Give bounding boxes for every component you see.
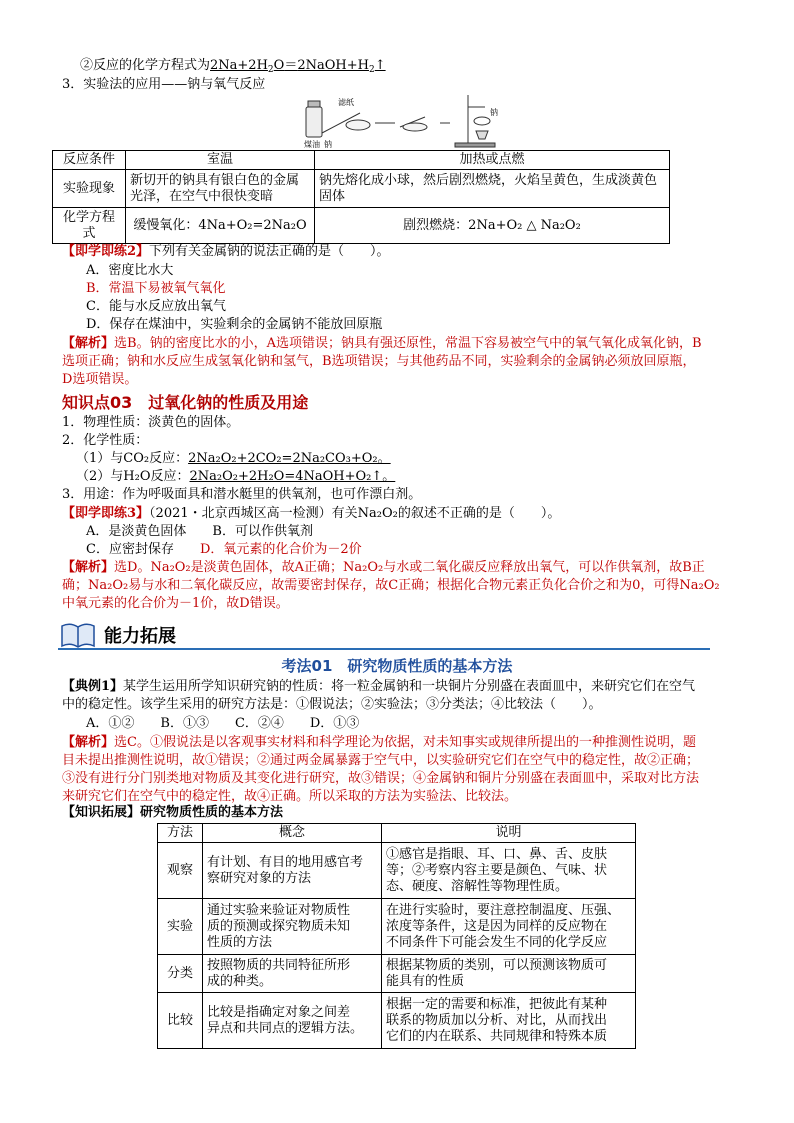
t2-header-concept: 概念 bbox=[203, 824, 382, 843]
practice2-answer-1: 【解析】选B。钠的密度比水的小，A选项错误；钠具有强还原性，常温下容易被空气中的氧气氧化成氧化钠，B bbox=[62, 336, 702, 351]
t2-header-method: 方法 bbox=[158, 824, 203, 843]
t1-header-condition: 反应条件 bbox=[53, 151, 126, 170]
equation-line: ②反应的化学方程式为$2Na+2H_2O=2NaOH+H_2↑$ bbox=[80, 58, 386, 75]
example1-answer-1: 【解析】选C。①假说法是以客观事实材料和科学理论为依据，对未知事实或规律所提出的一种推测性说明，题 bbox=[62, 735, 696, 750]
practice3-options-2: C．应密封保存 D．氧元素的化合价为－2价 bbox=[86, 542, 362, 557]
section-3-heading: 3．实验法的应用——钠与氧气反应 bbox=[62, 77, 266, 92]
practice3-options-1: A．是淡黄色固体 B．可以作供氧剂 bbox=[86, 524, 313, 539]
practice2-answer-3: D选项错误。 bbox=[62, 372, 138, 387]
fig-label-kerosene: 煤油 bbox=[304, 140, 320, 149]
example1-options: A．①② B．①③ C．②④ D．①③ bbox=[86, 716, 360, 731]
methods-table bbox=[157, 823, 636, 1049]
book-icon bbox=[58, 618, 98, 650]
kp03-line4: （2）与H₂O反应：2Na₂O₂+2H₂O=4NaOH+O₂↑。 bbox=[76, 469, 396, 484]
method01-title: 考法01 研究物质性质的基本方法 bbox=[281, 657, 513, 675]
t2-row-note: ①感官是指眼、耳、口、鼻、舌、皮肤 等；②考察内容主要是颜色、气味、状 态、硬度、溶解性等物理性质。 bbox=[382, 843, 636, 899]
t1-header-room: 室温 bbox=[126, 151, 315, 170]
example1-answer-4: 来研究它们在空气中的稳定性，故④正确。所以采取的方法为实验法、比较法。 bbox=[62, 789, 518, 804]
example1-answer-2: 目未提出推测性说明，故①错误；②通过两金属暴露于空气中，以实验研究它们在空气中的稳定性，故②正确； bbox=[62, 753, 700, 768]
t2-row-concept: 通过实验来验证对物质性 质的预测或探究物质未知 性质的方法 bbox=[203, 899, 382, 955]
practice3-answer-2: 确；Na₂O₂易与水和二氧化碳反应，故需要密封保存，故C正确；根据化合物元素正负化合价之和为0，可得Na₂O₂ bbox=[62, 578, 720, 593]
example1-line1: 【典例1】某学生运用所学知识研究钠的性质：将一粒金属钠和一块铜片分别盛在表面皿中，来研究它们在空气 bbox=[62, 679, 696, 694]
practice3-question: 【即学即练3】（2021・北京西城区高一检测）有关Na₂O₂的叙述不正确的是（ ）。 bbox=[62, 506, 561, 521]
fig-label-filter-paper: 滤纸 bbox=[338, 98, 354, 107]
banner-title: 能力拓展 bbox=[104, 626, 176, 647]
practice2-answer-2: 选项正确；钠和水反应生成氢氧化钠和氢气，B选项错误；与其他药品不同，实验剩余的金属钠必须放回原瓶， bbox=[62, 354, 696, 369]
example1-answer-3: ③没有进行分门别类地对物质及其变化进行研究，故③错误；④金属钠和铜片分别盛在表面皿中，采取对比方法 bbox=[62, 771, 700, 786]
t2-row-note: 在进行实验时，要注意控制温度、压强、 浓度等条件，这是因为同样的反应物在 不同条件下可能会发生不同的化学反应 bbox=[382, 899, 636, 955]
t2-row-concept: 有计划、有目的地用感官考 察研究对象的方法 bbox=[203, 843, 382, 899]
t2-row-method: 比较 bbox=[158, 993, 203, 1049]
practice2-option-a: A．密度比水大 bbox=[86, 263, 174, 278]
kp03-line5: 3．用途：作为呼吸面具和潜水艇里的供氧剂，也可作漂白剂。 bbox=[62, 487, 422, 502]
practice2-question: 【即学即练2】下列有关金属钠的说法正确的是（ ）。 bbox=[62, 244, 390, 259]
t2-row-concept: 比较是指确定对象之间差 异点和共同点的逻辑方法。 bbox=[203, 993, 382, 1049]
practice2-option-b: B．常温下易被氧气氧化 bbox=[86, 281, 226, 296]
practice3-answer-1: 【解析】选D。Na₂O₂是淡黄色固体，故A正确；Na₂O₂与水或二氧化碳反应释放出氧气，可以作供氧剂，故B正 bbox=[62, 560, 705, 575]
example1-line2: 中的稳定性。该学生采用的研究方法是：①假说法；②实验法；③分类法；④比较法（ ）。 bbox=[62, 697, 602, 712]
t2-row-method: 观察 bbox=[158, 843, 203, 899]
t1-header-heat: 加热或点燃 bbox=[315, 151, 670, 170]
equation-underlined: $2Na+2H_2O=2NaOH+H_2↑$ bbox=[210, 58, 386, 75]
t2-row-method: 实验 bbox=[158, 899, 203, 955]
t2-row-note: 根据某物质的类别，可以预测该物质可 能具有的性质 bbox=[382, 955, 636, 993]
fig-label-sodium-2: 钠 bbox=[490, 108, 498, 117]
kp03-line3: （1）与CO₂反应：2Na₂O₂+2CO₂=2Na₂CO₃+O₂。 bbox=[76, 451, 391, 466]
fig-label-sodium-1: 钠 bbox=[324, 140, 332, 149]
t2-row-concept: 按照物质的共同特征所形 成的种类。 bbox=[203, 955, 382, 993]
t2-row-method: 分类 bbox=[158, 955, 203, 993]
banner-divider bbox=[58, 648, 710, 650]
t1-row2-room: 缓慢氧化：4Na+O₂=2Na₂O bbox=[126, 208, 315, 244]
practice2-option-d: D．保存在煤油中，实验剩余的金属钠不能放回原瓶 bbox=[86, 317, 383, 332]
kp03-title: 知识点03 过氧化钠的性质及用途 bbox=[62, 393, 309, 412]
practice3-answer-3: 中氧元素的化合价为－1价，故D错误。 bbox=[62, 596, 289, 611]
experiment-figure bbox=[300, 93, 510, 149]
knowledge-extension: 【知识拓展】研究物质性质的基本方法 bbox=[62, 805, 284, 820]
kp03-line1: 1．物理性质：淡黄色的固体。 bbox=[62, 415, 240, 430]
t2-row-note: 根据一定的需要和标准，把彼此有某种 联系的物质加以分析、对比，从而找出 它们的内在联系、共同规律和特殊本质 bbox=[382, 993, 636, 1049]
t1-row1-label: 实验现象 bbox=[53, 170, 126, 208]
t1-row1-heat: 钠先熔化成小球，然后剧烈燃烧，火焰呈黄色，生成淡黄色固体 bbox=[315, 170, 670, 208]
sodium-oxygen-table bbox=[52, 150, 670, 244]
t2-header-note: 说明 bbox=[382, 824, 636, 843]
kp03-line2: 2．化学性质： bbox=[62, 433, 149, 448]
t1-row1-room: 新切开的钠具有银白色的金属光泽，在空气中很快变暗 bbox=[126, 170, 315, 208]
practice2-option-c: C．能与水反应放出氧气 bbox=[86, 299, 226, 314]
t1-row2-heat: 剧烈燃烧：2Na+O₂ △ Na₂O₂ bbox=[315, 208, 670, 244]
t1-row2-label: 化学方程式 bbox=[53, 208, 126, 244]
